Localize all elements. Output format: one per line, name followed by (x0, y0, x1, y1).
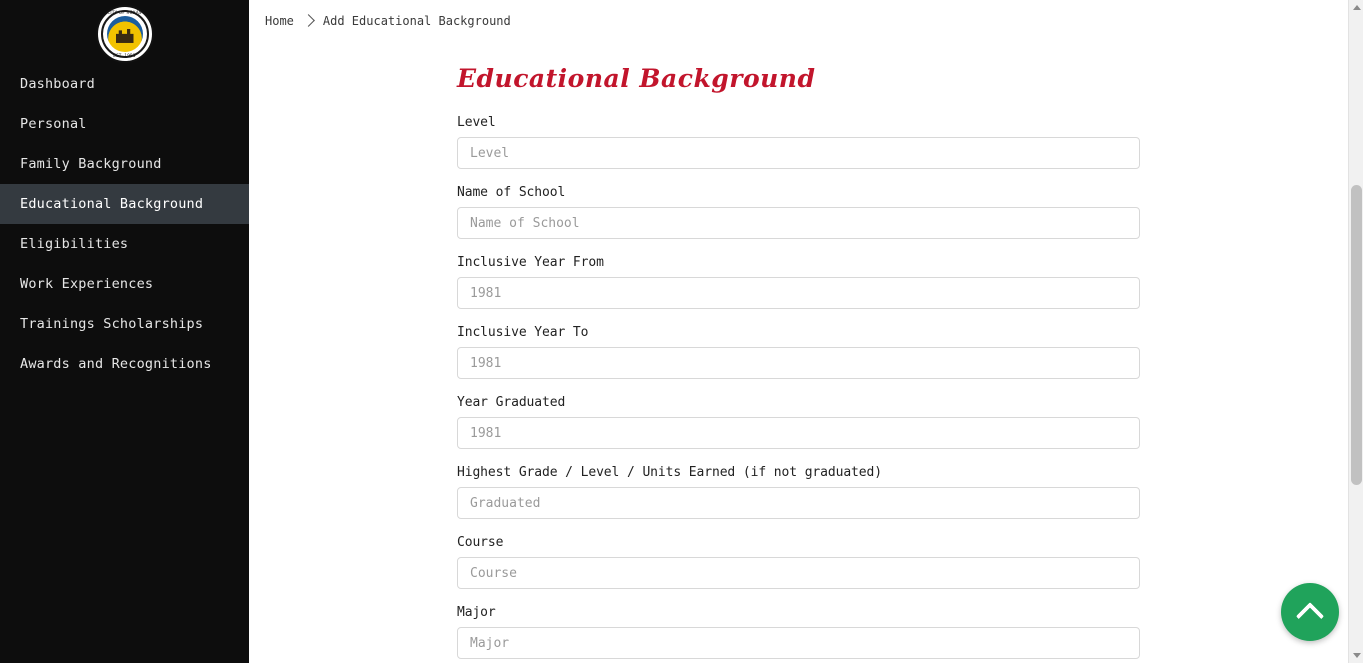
triangle-down-icon (1353, 653, 1361, 658)
field-label: Highest Grade / Level / Units Earned (if not graduated) (457, 465, 882, 480)
field-input[interactable] (457, 207, 1140, 239)
breadcrumb (249, 0, 1363, 28)
sidebar-item-label: Awards and Recognitions (20, 356, 212, 372)
triangle-up-icon (1353, 5, 1361, 10)
chevron-up-icon (1296, 602, 1324, 630)
city-seal-logo-icon (96, 5, 154, 63)
sidebar-item-label: Dashboard (20, 76, 95, 92)
scrollbar-down-button[interactable] (1349, 648, 1363, 663)
field-label: Inclusive Year From (457, 255, 604, 270)
form-field (457, 185, 1140, 239)
form-field (457, 535, 1140, 589)
field-label: Course (457, 535, 504, 550)
sidebar-item-label: Eligibilities (20, 236, 129, 252)
field-label: Inclusive Year To (457, 325, 589, 340)
field-label: Year Graduated (457, 395, 566, 410)
sidebar-item-dashboard[interactable] (0, 64, 249, 104)
field-input[interactable] (457, 277, 1140, 309)
form-field (457, 255, 1140, 309)
field-input[interactable] (457, 137, 1140, 169)
sidebar-item-eligibilities[interactable] (0, 224, 249, 264)
sidebar-item-family-background[interactable] (0, 144, 249, 184)
sidebar-item-educational-background[interactable] (0, 184, 249, 224)
sidebar-nav (0, 64, 249, 384)
scrollbar-up-button[interactable] (1349, 0, 1363, 15)
field-label: Major (457, 605, 496, 620)
sidebar-item-label: Family Background (20, 156, 162, 172)
page-scrollbar[interactable] (1348, 0, 1363, 663)
main-content (249, 0, 1363, 663)
form-field (457, 115, 1140, 169)
sidebar-item-label: Trainings Scholarships (20, 316, 204, 332)
chevron-right-icon (302, 14, 315, 27)
field-label: Level (457, 115, 496, 130)
seal-top-text: CITY OF ROXAS (107, 10, 142, 15)
field-input[interactable] (457, 557, 1140, 589)
sidebar-item-trainings-scholarships[interactable] (0, 304, 249, 344)
sidebar-item-label: Work Experiences (20, 276, 154, 292)
sidebar-item-label: Educational Background (20, 196, 204, 212)
page-title: Educational Background (457, 64, 816, 93)
scrollbar-thumb[interactable] (1351, 185, 1362, 485)
form-field (457, 395, 1140, 449)
form-field (457, 325, 1140, 379)
educational-background-form (457, 28, 1140, 659)
form-field (457, 605, 1140, 659)
sidebar-item-personal[interactable] (0, 104, 249, 144)
field-label: Name of School (457, 185, 566, 200)
sidebar-item-awards-and-recognitions[interactable] (0, 344, 249, 384)
seal-bottom-text: EST. 1951 (113, 53, 136, 58)
sidebar-item-work-experiences[interactable] (0, 264, 249, 304)
form-fields (457, 115, 1140, 659)
scroll-to-top-button[interactable] (1281, 583, 1339, 641)
breadcrumb-current: Add Educational Background (322, 14, 511, 28)
field-input[interactable] (457, 487, 1140, 519)
breadcrumb-home[interactable]: Home (265, 14, 294, 28)
sidebar-item-label: Personal (20, 116, 87, 132)
field-input[interactable] (457, 347, 1140, 379)
sidebar (0, 0, 249, 663)
form-field (457, 465, 1140, 519)
sidebar-logo[interactable] (0, 0, 249, 64)
field-input[interactable] (457, 627, 1140, 659)
field-input[interactable] (457, 417, 1140, 449)
